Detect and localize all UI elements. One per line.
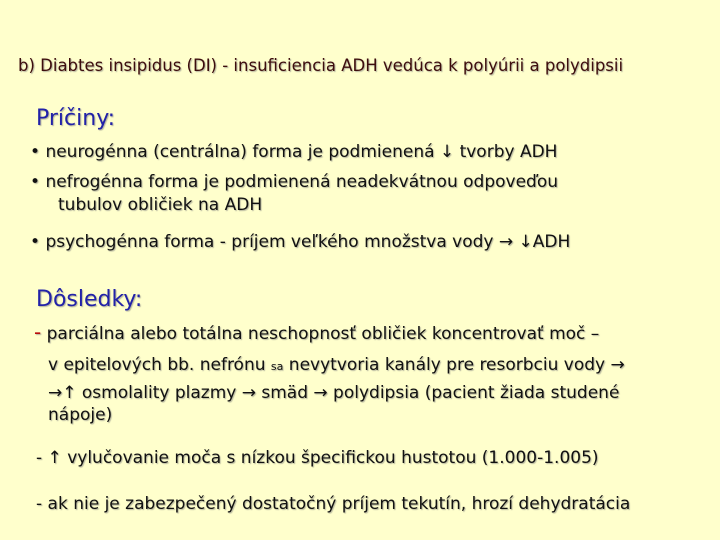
up-arrow-icon: ↑ (62, 383, 77, 403)
consequence-text-small: sa (270, 360, 284, 373)
right-arrow-icon: → (241, 383, 256, 403)
consequence-item2 (36, 448, 599, 468)
bullet: • (30, 172, 41, 192)
cause-text: psychogénna forma - príjem veľkého množstva vody (45, 232, 499, 252)
cause-nephrogenic-cont: tubulov obličiek na ADH (58, 195, 263, 215)
causes-heading: Príčiny: (36, 106, 116, 131)
consequence-line1 (34, 320, 599, 344)
cause-text: nefrogénna forma je podmienená neadekvátnou odpoveďou (45, 172, 559, 192)
cause-nephrogenic (30, 172, 558, 192)
consequence-text: osmolality plazmy (76, 383, 242, 403)
consequence-text: v epitelových bb. nefrónu (48, 355, 271, 375)
right-arrow-icon: → (313, 383, 328, 403)
consequence-text: parciálna alebo totálna neschopnosť obličiek koncentrovať moč – (46, 324, 600, 344)
down-arrow-icon: ↓ (439, 142, 455, 162)
right-arrow-icon: → (498, 232, 514, 252)
consequence-line3 (48, 383, 619, 403)
consequence-line4: nápoje) (48, 405, 113, 425)
down-arrow-icon: ↓ (513, 232, 533, 252)
consequence-text: vylučovanie moča s nízkou špecifickou hustotou (1.000-1.005) (61, 448, 599, 468)
bullet: • (30, 232, 41, 252)
cause-neurogenic (30, 142, 557, 162)
consequence-text: smäd (255, 383, 314, 403)
dash: - (36, 448, 48, 468)
cause-text: ADH (532, 232, 571, 252)
right-arrow-icon: → (610, 355, 625, 375)
consequence-line2 (48, 355, 625, 375)
slide-title: b) Diabtes insipidus (DI) - insuficiencia ADH vedúca k polyúrii a polydipsii (18, 56, 624, 75)
consequence-item3: - ak nie je zabezpečený dostatočný príjem tekutín, hrozí dehydratácia (36, 494, 631, 514)
bullet: • (30, 142, 41, 162)
consequences-heading: Dôsledky: (36, 287, 143, 312)
dash: - (34, 320, 42, 344)
up-arrow-icon: ↑ (47, 448, 62, 468)
consequence-text: polydipsia (pacient žiada studené (327, 383, 620, 403)
cause-text: neurogénna (centrálna) forma je podmienená (45, 142, 440, 162)
consequence-text: nevytvoria kanály pre resorbciu vody (283, 355, 611, 375)
right-arrow-icon: → (48, 383, 63, 403)
cause-text: tvorby ADH (454, 142, 558, 162)
cause-psychogenic (30, 232, 570, 252)
